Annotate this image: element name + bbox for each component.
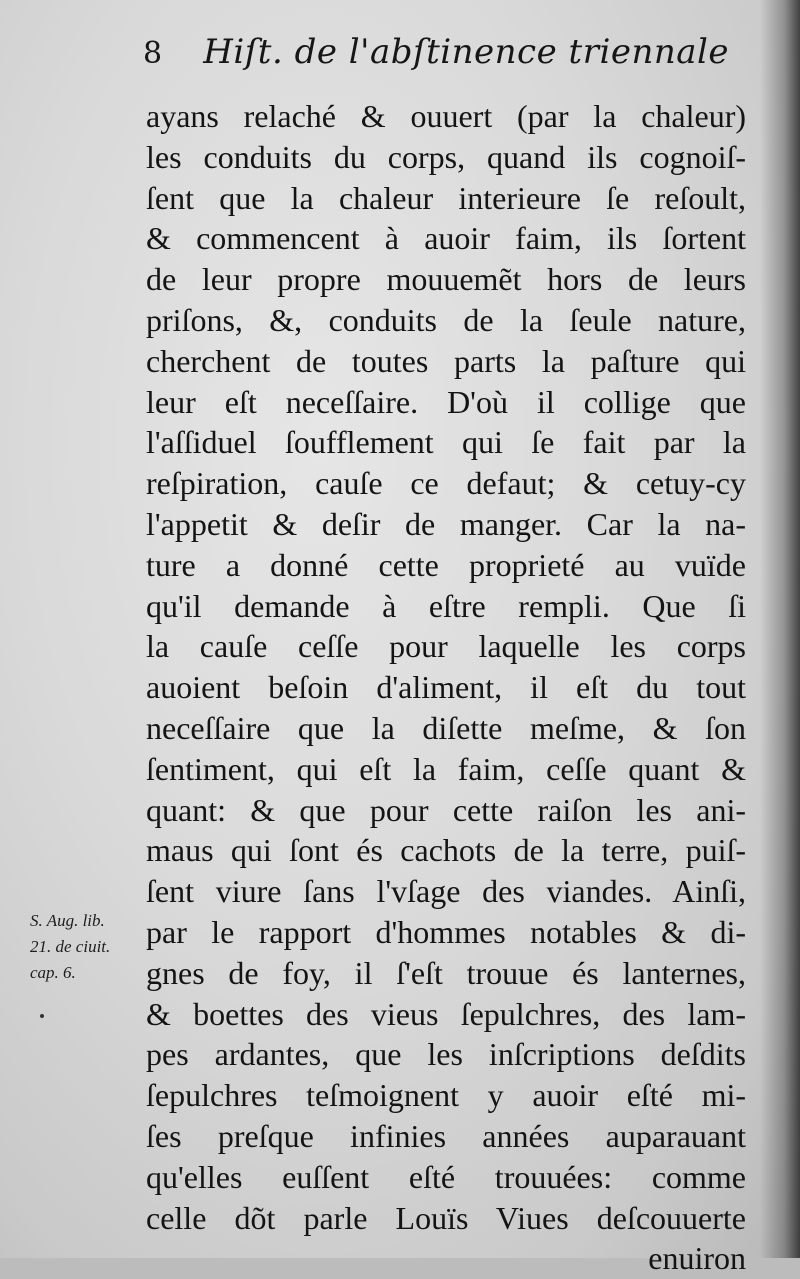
text-line: quant: & que pour cette raiſon les ani- xyxy=(146,791,746,828)
text-line: priſons, &, conduits de la ſeule nature, xyxy=(146,301,746,338)
text-line: ſes preſque infinies années auparauant xyxy=(146,1117,746,1154)
text-line: qu'il demande à eſtre rempli. Que ſi xyxy=(146,587,746,624)
text-line: ſepulchres teſmoignent y auoir eſté mi- xyxy=(146,1077,746,1114)
text-line: ayans relaché & ouuert (par la chaleur) xyxy=(146,98,746,134)
text-line: neceſſaire que la diſette meſme, & ſon xyxy=(146,709,746,746)
running-title: Hiſt. de l'abſtinence triennale xyxy=(203,32,730,72)
text-line: les conduits du corps, quand ils cognoiſ- xyxy=(146,138,746,175)
text-line: l'aſſiduel ſoufflement qui ſe fait par la xyxy=(146,424,746,461)
text-line: la cauſe ceſſe pour laquelle les corps xyxy=(146,628,746,665)
ink-speck xyxy=(40,1014,44,1018)
text-line: gnes de foy, il ſ'eſt trouue és lanternes, xyxy=(146,954,746,991)
text-line: par le rapport d'hommes notables & di- xyxy=(146,913,746,950)
margin-note xyxy=(30,908,142,986)
text-line: ture a donné cette proprieté au vuïde xyxy=(146,546,746,583)
margin-note-line: cap. 6. xyxy=(30,963,76,982)
text-line: & commencent à auoir faim, ils ſortent xyxy=(146,220,746,257)
text-line: de leur propre mouuemẽt hors de leurs xyxy=(146,261,746,298)
text-line: l'appetit & deſir de manger. Car la na- xyxy=(146,505,746,542)
text-line: pes ardantes, que les inſcriptions deſdits xyxy=(146,1036,746,1073)
text-line: cherchent de toutes parts la paſture qui xyxy=(146,342,746,379)
catchword: enuiron xyxy=(648,1240,746,1277)
page-number: 8 xyxy=(143,36,163,71)
text-line: ſent viure ſans l'vſage des viandes. Ainſi, xyxy=(146,873,746,910)
text-line: reſpiration, cauſe ce defaut; & cetuy-cy xyxy=(146,465,746,502)
text-line: auoient beſoin d'aliment, il eſt du tout xyxy=(146,669,746,706)
text-line: & boettes des vieus ſepulchres, des lam- xyxy=(146,995,746,1032)
text-line: ſent que la chaleur interieure ſe reſoult, xyxy=(146,179,746,216)
text-line: celle dõt parle Louïs Viues deſcouuerte xyxy=(146,1199,746,1236)
text-line: leur eſt neceſſaire. D'où il collige que xyxy=(146,383,746,420)
margin-note-line: S. Aug. lib. xyxy=(30,911,105,930)
margin-note-line: 21. de ciuit. xyxy=(30,937,111,956)
text-line: qu'elles euſſent eſté trouuées: comme xyxy=(146,1158,746,1195)
text-line: maus qui ſont és cachots de la terre, puiſ- xyxy=(146,832,746,869)
page-edge-shadow xyxy=(760,0,800,1258)
page-header xyxy=(143,32,729,72)
body-text xyxy=(146,96,746,1279)
text-line: ſentiment, qui eſt la faim, ceſſe quant & xyxy=(146,750,746,787)
